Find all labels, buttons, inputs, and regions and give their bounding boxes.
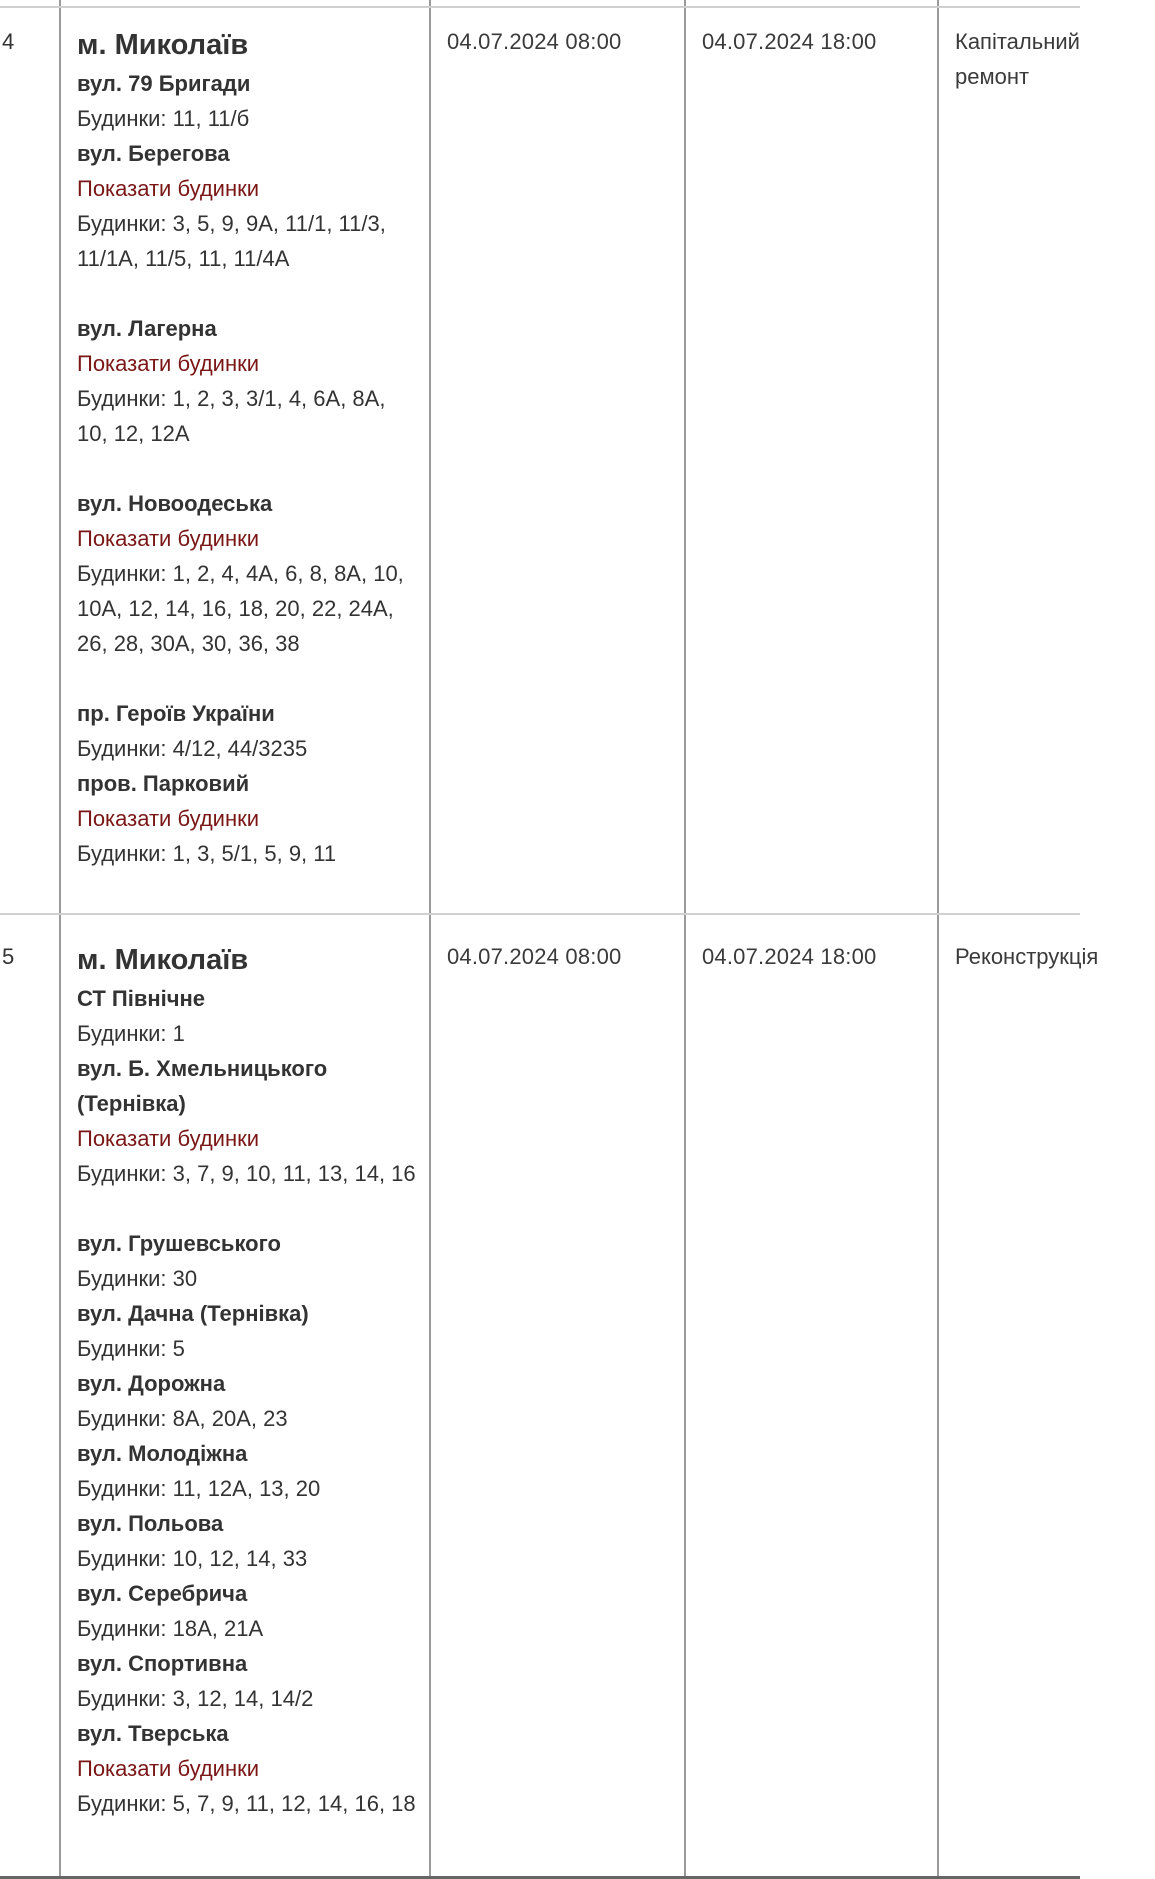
row-number: 4 (2, 29, 15, 54)
street-name: вул. Лагерна (77, 316, 217, 341)
start-datetime: 04.07.2024 08:00 (447, 944, 622, 969)
house-list: Будинки: 11, 12А, 13, 20 (77, 1476, 321, 1501)
house-list: Будинки: 8А, 20А, 23 (77, 1406, 288, 1431)
house-list: Будинки: 4/12, 44/3235 (77, 736, 308, 761)
table-row (0, 915, 1099, 1879)
street-name: вул. Грушевського (77, 1231, 281, 1256)
house-list: Будинки: 10, 12, 14, 33 (77, 1546, 308, 1571)
street-name: СТ Північне (77, 986, 206, 1011)
house-list: Будинки: 3, 12, 14, 14/2 (77, 1686, 314, 1711)
street-name: вул. 79 Бригади (77, 71, 251, 96)
house-list: Будинки: 1 (77, 1021, 185, 1046)
start-time-cell (430, 0, 683, 59)
end-datetime: 04.07.2024 18:00 (702, 29, 877, 54)
city-name: м. Миколаїв (77, 29, 249, 61)
show-houses-link[interactable]: Показати будинки (77, 526, 260, 551)
house-list: Будинки: 18А, 21А (77, 1616, 264, 1641)
house-list: Будинки: 3, 7, 9, 10, 11, 13, 14, 16 (77, 1161, 416, 1186)
street-name: вул. Дачна (Тернівка) (77, 1301, 309, 1326)
row-number-cell (0, 0, 58, 59)
row-number: 5 (2, 944, 15, 969)
end-time-cell (685, 0, 936, 59)
work-type-cell (938, 915, 1099, 974)
work-type: Реконструкція (955, 944, 1099, 969)
house-list: Будинки: 1, 2, 4, 4А, 6, 8, 8А, 10, 10А, 12, 14, 16, 18, 20, 22, 24А, 26, 28, 30А, 30, 36, 38 (77, 561, 404, 656)
street-name: пров. Парковий (77, 771, 250, 796)
end-datetime: 04.07.2024 18:00 (702, 944, 877, 969)
street-name: вул. Дорожна (77, 1371, 226, 1396)
table-row (0, 0, 1080, 915)
street-name: вул. Б. Хмельницького (Тернівка) (77, 1056, 328, 1116)
end-time-cell (685, 915, 936, 974)
work-type-cell (938, 0, 1080, 94)
street-name: вул. Тверська (77, 1721, 229, 1746)
show-houses-link[interactable]: Показати будинки (77, 1126, 260, 1151)
street-name: вул. Серебрича (77, 1581, 248, 1606)
show-houses-link[interactable]: Показати будинки (77, 806, 260, 831)
street-name: вул. Спортивна (77, 1651, 248, 1676)
street-name: пр. Героїв України (77, 701, 275, 726)
street-name: вул. Берегова (77, 141, 230, 166)
city-name: м. Миколаїв (77, 944, 249, 976)
work-type: Капітальний ремонт (955, 29, 1080, 89)
street-name: вул. Новоодеська (77, 491, 273, 516)
house-list: Будинки: 30 (77, 1266, 198, 1291)
street-name: вул. Молодіжна (77, 1441, 248, 1466)
house-list: Будинки: 1, 2, 3, 3/1, 4, 6А, 8А, 10, 12, 12А (77, 386, 386, 446)
start-datetime: 04.07.2024 08:00 (447, 29, 622, 54)
show-houses-link[interactable]: Показати будинки (77, 1756, 260, 1781)
street-name: вул. Польова (77, 1511, 224, 1536)
house-list: Будинки: 5 (77, 1336, 185, 1361)
show-houses-link[interactable]: Показати будинки (77, 176, 260, 201)
address-cell (60, 915, 428, 1821)
show-houses-link[interactable]: Показати будинки (77, 351, 260, 376)
house-list: Будинки: 3, 5, 9, 9А, 11/1, 11/3, 11/1А, 11/5, 11, 11/4А (77, 211, 386, 271)
house-list: Будинки: 5, 7, 9, 11, 12, 14, 16, 18 (77, 1791, 416, 1816)
start-time-cell (430, 915, 683, 974)
house-list: Будинки: 11, 11/б (77, 106, 250, 131)
address-cell (60, 0, 428, 871)
house-list: Будинки: 1, 3, 5/1, 5, 9, 11 (77, 841, 337, 866)
row-number-cell (0, 915, 58, 974)
